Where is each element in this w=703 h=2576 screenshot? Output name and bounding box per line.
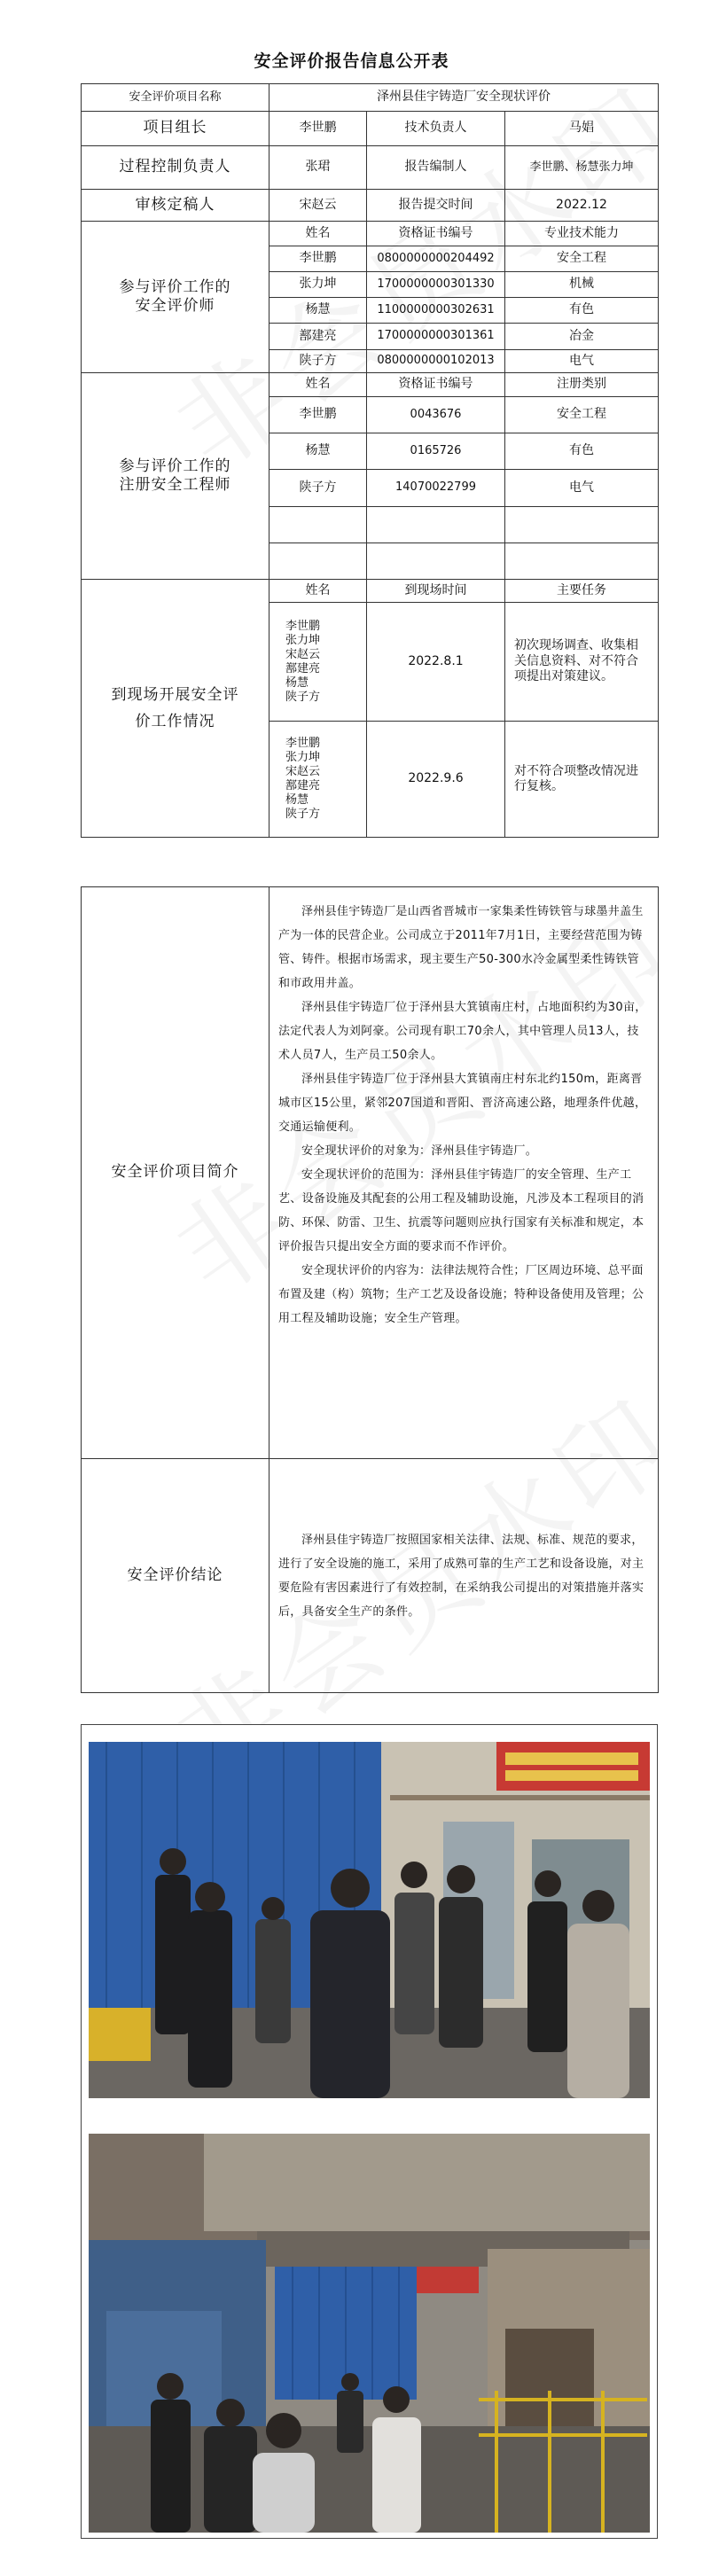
site-work-task: 对不符合项整改情况进行复核。 [505, 722, 659, 838]
engineers-section-label: 参与评价工作的注册安全工程师 [82, 373, 269, 580]
writer-label: 报告编制人 [367, 146, 505, 190]
site-work-task: 初次现场调查、收集相关信息资料、对不符合项提出对策建议。 [505, 603, 659, 722]
tech-lead-label: 技术负责人 [367, 112, 505, 146]
site-work-date: 2022.8.1 [367, 603, 505, 722]
intro-paragraph: 安全现状评价的对象为：泽州县佳宇铸造厂。 [301, 1144, 538, 1158]
process-lead: 张珺 [269, 146, 367, 190]
engineer-empty-cell [367, 507, 505, 543]
evaluator-name: 陕子方 [269, 350, 367, 373]
conclusion-label: 安全评价结论 [82, 1459, 269, 1693]
tech-lead: 马娼 [505, 112, 659, 146]
engineer-cert: 14070022799 [367, 470, 505, 507]
summary-table [81, 886, 659, 1693]
engineer-name: 陕子方 [269, 470, 367, 507]
site-work-names: 李世鹏 张力坤 宋赵云 鄯建亮 杨慧 陕子方 [269, 603, 367, 722]
evaluator-skill: 机械 [505, 272, 659, 298]
site-work-header: 姓名 [269, 580, 367, 603]
evaluator-skill: 安全工程 [505, 246, 659, 272]
site-work-header: 主要任务 [505, 580, 659, 603]
intro-label: 安全评价项目简介 [82, 887, 269, 1459]
info-table [81, 83, 659, 838]
reviewer: 宋赵云 [269, 190, 367, 222]
evaluator-name: 杨慧 [269, 298, 367, 324]
intro-paragraph: 泽州县佳宇铸造厂位于泽州县大箕镇南庄村东北约150m，距离晋城市区15公里，紧邻207国道和晋阳、晋济高速公路，地理条件优越，交通运输便利。 [278, 1073, 647, 1134]
project-name-label: 安全评价项目名称 [82, 84, 269, 112]
engineer-empty-cell [367, 543, 505, 580]
process-lead-label: 过程控制负责人 [82, 146, 269, 190]
evaluators-header: 姓名 [269, 222, 367, 246]
project-name: 泽州县佳宇铸造厂安全现状评价 [269, 84, 659, 112]
intro-paragraph: 泽州县佳宇铸造厂是山西省晋城市一家集柔性铸铁管与球墨井盖生产为一体的民营企业。公司成立于2011年7月1日，主要经营范围为铸管、铸件。根据市场需求，现主要生产50-300水冷金属型柔性铸铁管和市政用井盖。 [278, 905, 644, 990]
site-photo-1-image [89, 1742, 650, 2098]
evaluators-header: 专业技术能力 [505, 222, 659, 246]
intro-text [269, 887, 659, 1459]
engineer-name: 李世鹏 [269, 397, 367, 433]
engineer-category: 电气 [505, 470, 659, 507]
site-work-section-label: 到现场开展安全评价工作情况 [82, 580, 269, 838]
site-work-names: 李世鹏 张力坤 宋赵云 鄯建亮 杨慧 陕子方 [269, 722, 367, 838]
engineer-empty-cell [269, 507, 367, 543]
reviewer-label: 审核定稿人 [82, 190, 269, 222]
submit-label: 报告提交时间 [367, 190, 505, 222]
evaluator-name: 张力坤 [269, 272, 367, 298]
engineers-header: 注册类别 [505, 373, 659, 397]
evaluator-cert: 0800000000102013 [367, 350, 505, 373]
engineers-header: 资格证书编号 [367, 373, 505, 397]
engineer-empty-cell [505, 507, 659, 543]
site-photos-panel [81, 1724, 658, 2539]
engineers-header: 姓名 [269, 373, 367, 397]
leader-label: 项目组长 [82, 112, 269, 146]
evaluator-name: 鄯建亮 [269, 324, 367, 350]
evaluator-name: 李世鹏 [269, 246, 367, 272]
writer: 李世鹏、杨慧张力坤 [505, 146, 659, 190]
engineer-category: 安全工程 [505, 397, 659, 433]
evaluator-skill: 冶金 [505, 324, 659, 350]
site-work-header: 到现场时间 [367, 580, 505, 603]
engineer-name: 杨慧 [269, 433, 367, 470]
submit-time: 2022.12 [505, 190, 659, 222]
evaluator-skill: 电气 [505, 350, 659, 373]
engineer-cert: 0043676 [367, 397, 505, 433]
engineer-empty-cell [505, 543, 659, 580]
site-photo-1 [89, 1742, 650, 2098]
site-photo-2-image [89, 2134, 650, 2533]
intro-paragraph: 安全现状评价的内容为：法律法规符合性；厂区周边环境、总平面布置及建（构）筑物；生产工艺及设备设施；特种设备使用及管理；公用工程及辅助设施；安全生产管理。 [278, 1264, 644, 1325]
site-photo-2 [89, 2134, 650, 2533]
engineer-empty-cell [269, 543, 367, 580]
intro-paragraph: 安全现状评价的范围为：泽州县佳宇铸造厂的安全管理、生产工艺、设备设施及其配套的公用工程及辅助设施，凡涉及本工程项目的消防、环保、防雷、卫生、抗震等问题则应执行国家有关标准和规定，本评价报告只提出安全方面的要求而不作评价。 [278, 1168, 644, 1253]
evaluator-cert: 1700000000301361 [367, 324, 505, 350]
engineer-category: 有色 [505, 433, 659, 470]
leader: 李世鹏 [269, 112, 367, 146]
evaluator-skill: 有色 [505, 298, 659, 324]
page-title: 安全评价报告信息公开表 [254, 51, 449, 71]
engineer-cert: 0165726 [367, 433, 505, 470]
evaluator-cert: 1700000000301330 [367, 272, 505, 298]
evaluator-cert: 1100000000302631 [367, 298, 505, 324]
conclusion-text [269, 1459, 659, 1693]
intro-paragraph: 泽州县佳宇铸造厂位于泽州县大箕镇南庄村，占地面积约为30亩，法定代表人为刘阿豪。公司现有职工70余人，其中管理人员13人，技术人员7人，生产员工50余人。 [278, 1001, 647, 1062]
evaluators-section-label: 参与评价工作的安全评价师 [82, 222, 269, 373]
site-work-date: 2022.9.6 [367, 722, 505, 838]
conclusion-paragraph: 泽州县佳宇铸造厂按照国家相关法律、法规、标准、规范的要求，进行了安全设施的施工，采用了成熟可靠的生产工艺和设备设施，对主要危险有害因素进行了有效控制，在采纳我公司提出的对策措施并落实后，具备安全生产的条件。 [278, 1533, 644, 1619]
evaluators-header: 资格证书编号 [367, 222, 505, 246]
evaluator-cert: 0800000000204492 [367, 246, 505, 272]
